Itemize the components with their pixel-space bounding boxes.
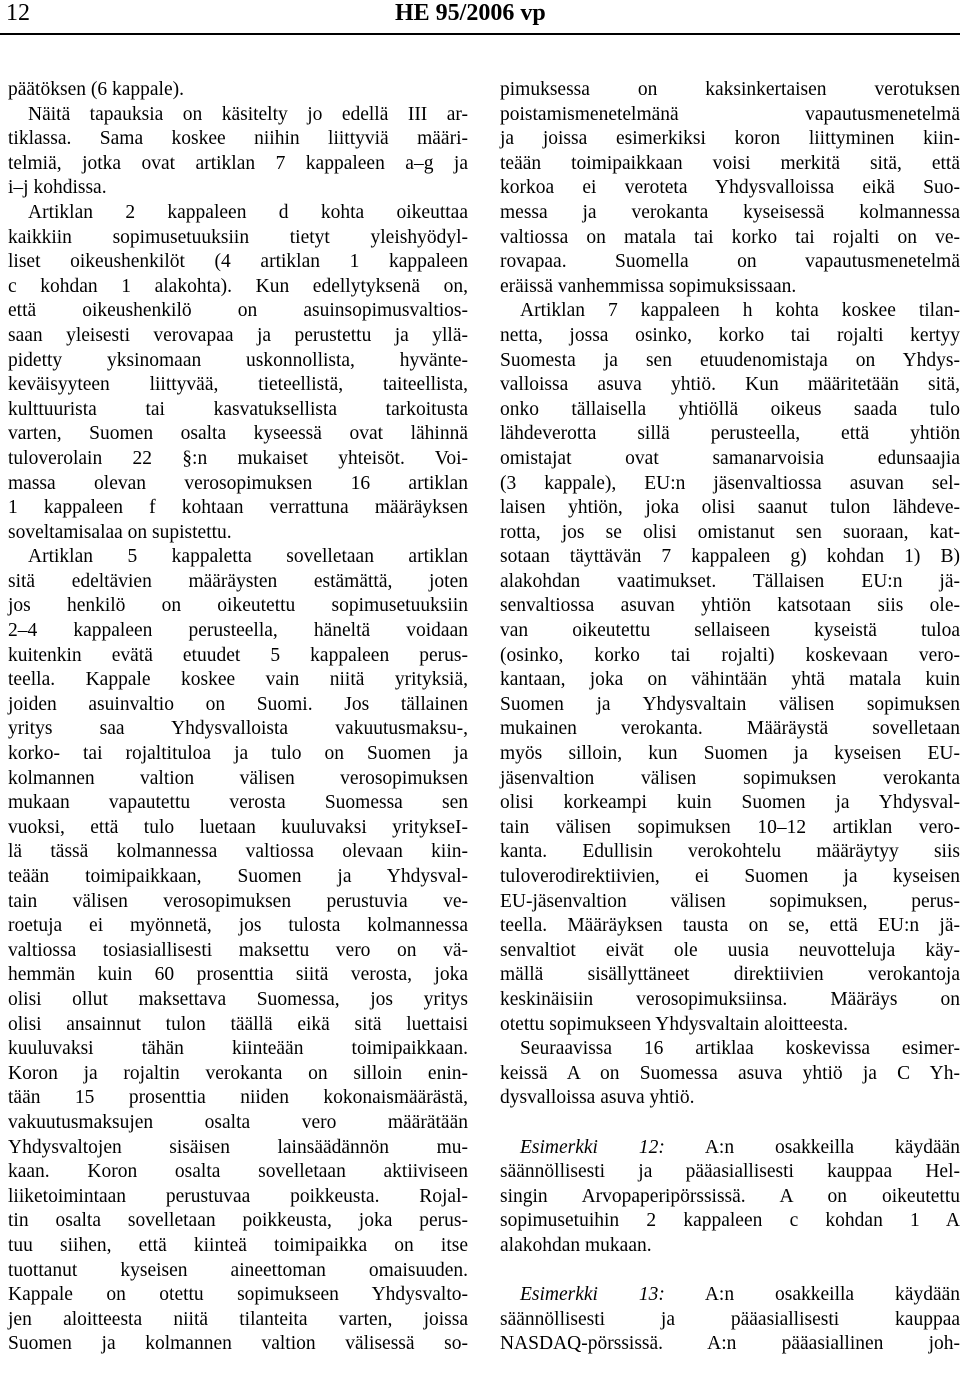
text-line: sopimusetuihin 2 kappaleen c kohdan 1 A [500,1210,960,1232]
text-line: mukainen verokanta. Määräystä sovelletaan [500,718,960,740]
text-line: netta, jossa osinko, korko tai rojalti kertyy [500,324,960,346]
text-line: kaan. Koron osalta sovelletaan aktiiviseen [8,1161,468,1183]
left-column [8,78,468,1357]
page-number: 12 [6,0,30,26]
text-line: säännöllisesti ja pääasiallisesti kauppaa Hel- [500,1161,960,1183]
text-line: Suomen ja Yhdysvaltain välisen sopimuksen [500,693,960,715]
text-line: NASDAQ-pörssissä. A:n pääasiallinen joh- [500,1333,960,1355]
text-line: rotta, jos se olisi omistanut sen suoraan, kat- [500,521,960,543]
text-line: roetuja ei myönnetä, jos tulosta kolmannessa [8,915,468,937]
text-line: hemmän kuin 60 prosenttia siitä verosta, joka [8,964,468,986]
text-line: lähdeverotta sillä perusteella, että yhtiön [500,423,960,445]
text-line: (osinko, korko tai rojalti) koskevaan vero- [500,644,960,666]
text-line: yritys saa Yhdysvalloista vakuutusmaksu-, [8,718,468,740]
text-line: alakohdan vaatimukset. Tällaisen EU:n jä- [500,570,960,592]
text-line: Artiklan 7 kappaleen h kohta koskee tilan- [520,300,960,322]
document-id: HE 95/2006 vp [395,0,546,26]
text-line: senvaltiossa asuvan yhtiön katsotaan siis ole- [500,595,960,617]
text-line: olisi ansainnut tulon täällä eikä sitä luettaisi [8,1013,468,1035]
example-text: A:n osakkeilla käydään [664,1284,960,1306]
text-line: 1 kappaleen f kohtaan verrattuna määräyksen [8,497,468,519]
text-line: messa ja verokanta kyseisessä kolmannessa [500,201,960,223]
text-line: kanta. Edullisin verokohtelu määräytyy siis [500,841,960,863]
text-line: Koron ja rojaltin verokanta on silloin enin- [8,1062,468,1084]
text-line: kuitenkin evätä etuudet 5 kappaleen perus- [8,644,468,666]
example-label: Esimerkki 13: [520,1284,665,1306]
text-line: joiden asuinvaltio on Suomi. Jos tällainen [8,693,468,715]
text-line: Suomesta ja sen etuudenomistaja on Yhdys- [500,349,960,371]
text-line: vakuutusmaksujen osalta vero määrätään [8,1111,468,1133]
text-line: massa olevan verosopimuksen 16 artiklan [8,472,468,494]
text-line: olisi korkeampi kuin Suomen ja Yhdysval- [500,792,960,814]
text-line: varten, Suomen osalta kyseessä ovat lähinnä [8,423,468,445]
example-text: A:n osakkeilla käydään [664,1136,960,1158]
text-line: jäsenvaltion välisen sopimuksen verokanta [500,767,960,789]
text-line: Seuraavissa 16 artiklaa koskevissa esimer- [520,1038,960,1060]
right-column [500,78,960,1357]
text-line: tuu siihen, että kiinteä toimipaikka on itse [8,1234,468,1256]
text-line: liset oikeushenkilöt (4 artiklan 1 kappaleen [8,251,468,273]
text-line: kantaan, joka on vähintään yhtä matala kuin [500,669,960,691]
text-line: alakohdan mukaan. [500,1234,652,1256]
text-line: kaikkiin sopimusetuuksiin tietyt yleishyödyl- [8,226,468,248]
text-line: Artiklan 2 kappaleen d kohta oikeuttaa [28,201,468,223]
text-line: sotaan täyttävän 7 kappaleen g) kohdan 1) B) [500,546,960,568]
text-line: telmiä, jotka ovat artiklan 7 kappaleen a–g ja [8,152,468,174]
text-line: teään toimipaikkaan voisi merkitä sitä, että [500,152,960,174]
text-line: valtiossa tosiasiallisesti maksettu vero on vä- [8,939,468,961]
text-line: tään 15 prosenttia niiden kokonaismäärästä, [8,1087,468,1109]
text-line: valtiossa on matala tai korko tai rojalti on ve- [500,226,960,248]
text-line: ja joissa esimerkiksi koron liittyminen kiin- [500,128,960,150]
text-line: dysvalloissa asuva yhtiö. [500,1087,695,1109]
text-line: onko tällaisella yhtiöllä oikeus saada tulo [500,398,960,420]
text-line: tuloverolain 22 §:n mukaiset yhteisöt. Voi- [8,447,468,469]
text-line: teella. Määräyksen tausta on se, että EU:n jä- [500,915,960,937]
text-line: jen aloitteesta niitä tilanteita varten, joissa [8,1308,468,1330]
text-line: i–j kohdissa. [8,177,107,199]
text-line: tin osalta sovelletaan poikkeusta, joka perus- [8,1210,468,1232]
text-line: singin Arvopaperipörssissä. A on oikeutettu [500,1185,960,1207]
text-line: kulttuurista tai kasvatuksellista tarkoitusta [8,398,468,420]
text-line: lä tässä kolmannessa valtiossa olevaan kiin- [8,841,468,863]
text-line: EU-jäsenvaltion välisen sopimuksen, perus- [500,890,960,912]
text-line: teään toimipaikkaan, Suomen ja Yhdysval- [8,866,468,887]
paragraph-gap [500,1111,960,1136]
text-line: Artiklan 5 kappaletta sovelletaan artiklan [28,546,468,568]
text-line: van oikeutettu sellaiseen kyseistä tuloa [500,620,960,642]
text-line: Näitä tapauksia on käsitelty jo edellä III ar- [28,103,468,125]
text-line: 2–4 kappaleen perusteella, häneltä voidaan [8,620,468,642]
paragraph-gap [500,1259,960,1284]
text-line: (3 kappale), EU:n jäsenvaltiossa asuvan sel- [500,472,960,494]
text-line: omistajat ovat samanarvoisia edunsaajia [500,447,960,469]
text-line: teella. Kappale koskee vain niitä yrityksiä, [8,669,468,691]
text-line: säännöllisesti ja pääasiallisesti kauppaa [500,1308,960,1330]
text-line: saan yleisesti verovapaa ja perustettu ja yllä- [8,324,468,346]
text-line: keskinäisiin verosopimuksiinsa. Määräys on [500,988,960,1010]
header-rule [0,33,960,35]
text-line: liiketoimintaan perustuvaa poikkeusta. Rojal- [8,1185,468,1207]
text-line: keissä A on Suomessa asuva yhtiö ja C Yh- [500,1062,960,1084]
text-line: päätöksen (6 kappale). [8,79,184,100]
text-line: tain välisen sopimuksen 10–12 artiklan vero- [500,816,960,838]
text-line: c kohdan 1 alakohta). Kun edellytyksenä on, [8,275,468,297]
text-line: vuoksi, että tulo luetaan kuuluvaksi yritykseI- [8,816,468,838]
text-line: poistamismenetelmänä vapautusmenetelmä [500,103,960,125]
text-line: mällä sisällyttäneet direktiivien verokantoja [500,964,960,986]
text-line: kuuluvaksi tähän kiinteään toimipaikkaan. [8,1038,468,1060]
text-line: korko- tai rojaltituloa ja tulo on Suomen ja [8,743,468,765]
text-line: tuloverodirektiivien, ei Suomen ja kyseisen [500,866,960,887]
text-line: korkoa ei veroteta Yhdysvalloissa eikä Suo- [500,177,960,199]
text-line: senvaltiot eivät ole uusia neuvotteluja käy- [500,939,960,961]
text-line: eräissä vanhemmissa sopimuksissaan. [500,275,797,297]
text-line: soveltamisalaa on supistettu. [8,521,232,543]
text-line: että oikeushenkilö on asuinsopimusvaltios- [8,300,468,322]
text-line: mukaan vapautettu verosta Suomessa sen [8,792,468,814]
text-line: olisi ollut maksettava Suomessa, jos yritys [8,988,468,1010]
example-label: Esimerkki 12: [520,1136,665,1158]
text-line: Suomen ja kolmannen valtion välisessä so- [8,1333,468,1355]
text-line: laisen yhtiön, joka olisi saanut tulon lähdeve- [500,497,960,519]
text-line: Kappale on otettu sopimukseen Yhdysvalto- [8,1284,468,1306]
text-line: Yhdysvaltojen sisäisen lainsäädännön mu- [8,1136,468,1158]
text-line: otettu sopimukseen Yhdysvaltain aloitteesta. [500,1013,849,1035]
text-line: sitä edeltävien määräysten estämättä, joten [8,570,468,592]
text-line: tuottanut kyseisen aineettoman omaisuuden. [8,1259,468,1281]
text-line: valloissa asuva yhtiö. Kun määritetään sitä, [500,374,960,396]
text-line: myös silloin, kun Suomen ja kyseisen EU- [500,743,960,765]
text-line [500,1136,960,1161]
text-line: kolmannen valtion välisen verosopimuksen [8,767,468,789]
text-line: rovapaa. Suomella on vapautusmenetelmä [500,251,960,273]
text-line: pidetty yksinomaan uskonnollista, hyvänte- [8,349,468,371]
text-line [500,1283,960,1308]
text-line: tiklassa. Sama koskee niihin liittyviä määri- [8,128,468,150]
text-line: keväisyyteen liittyvää, tieteellistä, taiteellista, [8,374,468,396]
text-line: tain välisen verosopimuksen perustuvia ve- [8,890,468,912]
page-header [0,0,960,40]
text-line: pimuksessa on kaksinkertaisen verotuksen [500,79,960,100]
text-line: jos henkilö on oikeutettu sopimusetuuksiin [8,595,468,617]
